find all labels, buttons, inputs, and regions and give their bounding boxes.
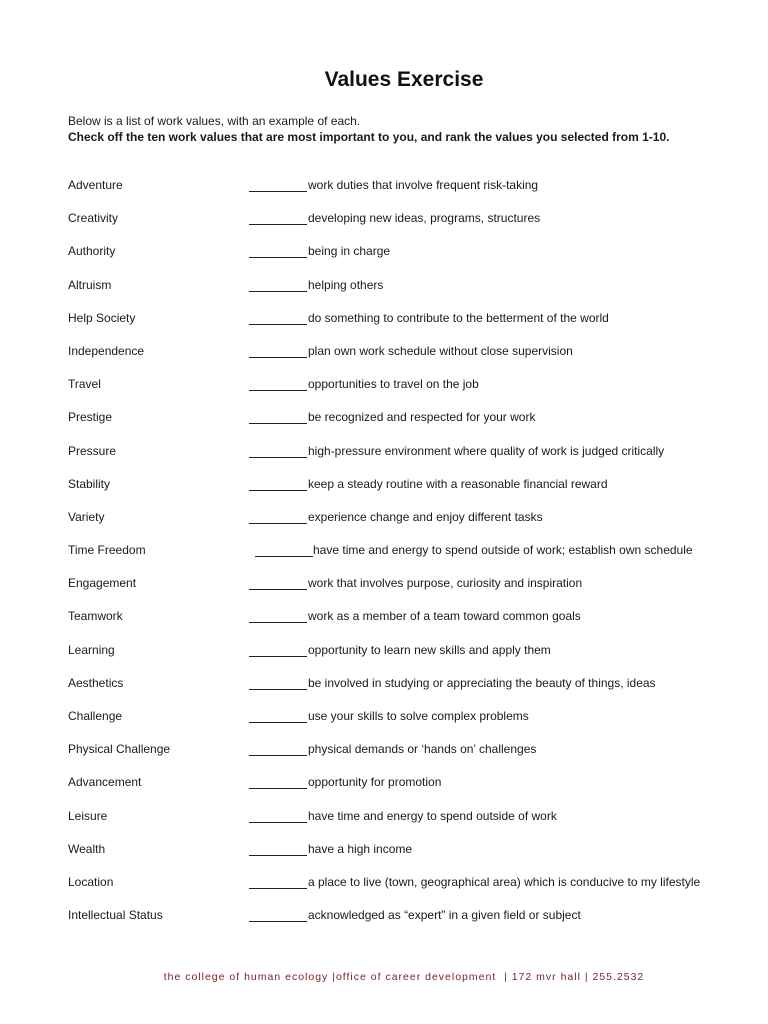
value-description: be recognized and respected for your work <box>308 410 536 425</box>
value-row <box>68 377 728 410</box>
value-name: Challenge <box>68 709 123 723</box>
value-name: Intellectual Status <box>68 908 163 923</box>
value-row <box>68 178 728 211</box>
value-row <box>68 842 728 875</box>
rank-blank[interactable] <box>249 490 307 491</box>
value-name: Travel <box>68 377 101 392</box>
rank-blank[interactable] <box>249 257 307 258</box>
value-row <box>68 444 728 477</box>
value-name: Help Society <box>68 310 136 325</box>
value-name: Creativity <box>68 211 119 226</box>
value-row <box>68 311 728 344</box>
rank-blank[interactable] <box>249 291 307 292</box>
rank-blank[interactable] <box>249 324 307 325</box>
value-description: be involved in studying or appreciating the beauty of things, ideas <box>308 675 656 690</box>
value-row <box>68 809 728 842</box>
rank-blank[interactable] <box>249 423 307 424</box>
value-description: being in charge <box>308 244 391 259</box>
rank-blank[interactable] <box>249 457 307 458</box>
rank-blank[interactable] <box>249 191 307 192</box>
rank-blank[interactable] <box>249 689 307 690</box>
value-description: experience change and enjoy different tasks <box>308 509 543 524</box>
rank-blank[interactable] <box>249 822 307 823</box>
value-name: Engagement <box>68 576 137 591</box>
rank-blank[interactable] <box>249 224 307 225</box>
value-row <box>68 676 728 709</box>
value-row <box>68 576 728 609</box>
value-name: Leisure <box>68 808 108 823</box>
page-title: Values Exercise <box>324 68 484 91</box>
value-name: Pressure <box>68 443 117 458</box>
rank-blank[interactable] <box>255 556 313 557</box>
intro <box>68 113 669 145</box>
rank-blank[interactable] <box>249 888 307 889</box>
footer: the college of human ecology |office of career development | 172 mvr hall | 255.2532 <box>163 971 645 983</box>
rank-blank[interactable] <box>249 855 307 856</box>
value-name: Prestige <box>68 410 113 425</box>
value-description: work that involves purpose, curiosity and inspiration <box>308 576 583 591</box>
value-name: Advancement <box>68 775 142 790</box>
rank-blank[interactable] <box>249 390 307 391</box>
value-name: Learning <box>68 642 115 657</box>
value-row <box>68 643 728 676</box>
value-description: acknowledged as “expert” in a given field or subject <box>308 908 581 923</box>
intro-line: Below is a list of work values, with an example of each. <box>68 114 361 128</box>
value-description: physical demands or ‘hands on’ challenges <box>308 742 537 757</box>
value-description: work as a member of a team toward common goals <box>308 609 581 624</box>
rank-blank[interactable] <box>249 622 307 623</box>
value-name: Adventure <box>68 178 123 192</box>
value-description: use your skills to solve complex problems <box>308 709 529 723</box>
value-description: do something to contribute to the betterment of the world <box>308 310 609 325</box>
value-row <box>68 510 728 543</box>
value-name: Teamwork <box>68 609 123 624</box>
value-description: opportunity for promotion <box>308 775 442 790</box>
intro-instruction: Check off the ten work values that are most important to you, and rank the values you selected from 1-10. <box>68 130 670 144</box>
rank-blank[interactable] <box>249 722 307 723</box>
rank-blank[interactable] <box>249 589 307 590</box>
value-row <box>68 609 728 642</box>
value-row <box>68 211 728 244</box>
value-name: Altruism <box>68 277 112 292</box>
value-description: keep a steady routine with a reasonable financial reward <box>308 476 608 491</box>
value-description: opportunity to learn new skills and apply them <box>308 642 551 657</box>
value-description: developing new ideas, programs, structures <box>308 211 541 226</box>
rank-blank[interactable] <box>249 357 307 358</box>
value-name: Physical Challenge <box>68 742 171 757</box>
value-name: Variety <box>68 509 105 524</box>
rank-blank[interactable] <box>249 656 307 657</box>
value-name: Aesthetics <box>68 675 124 690</box>
rank-blank[interactable] <box>249 788 307 789</box>
value-row <box>68 709 728 742</box>
value-row <box>68 410 728 443</box>
value-name: Authority <box>68 244 116 259</box>
value-description: work duties that involve frequent risk-taking <box>308 178 539 192</box>
value-name: Independence <box>68 343 145 358</box>
value-row <box>68 908 728 941</box>
rank-blank[interactable] <box>249 523 307 524</box>
value-description: have time and energy to spend outside of work; establish own schedule <box>313 543 693 558</box>
value-description: plan own work schedule without close supervision <box>308 343 573 358</box>
value-name: Stability <box>68 476 111 491</box>
value-description: helping others <box>308 277 384 292</box>
value-description: have time and energy to spend outside of work <box>308 808 557 823</box>
value-description: have a high income <box>308 841 413 856</box>
value-row <box>68 875 728 908</box>
value-name: Wealth <box>68 841 106 856</box>
value-row <box>68 344 728 377</box>
value-row <box>68 278 728 311</box>
value-description: high-pressure environment where quality of work is judged critically <box>308 443 665 458</box>
value-description: a place to live (town, geographical area) which is conducive to my lifestyle <box>308 874 701 889</box>
value-row <box>68 543 728 576</box>
value-row <box>68 244 728 277</box>
value-name: Location <box>68 874 114 889</box>
value-row <box>68 775 728 808</box>
value-description: opportunities to travel on the job <box>308 377 479 392</box>
value-name: Time Freedom <box>68 543 146 558</box>
rank-blank[interactable] <box>249 755 307 756</box>
value-row <box>68 742 728 775</box>
value-row <box>68 477 728 510</box>
rank-blank[interactable] <box>249 921 307 922</box>
values-list <box>68 178 728 941</box>
